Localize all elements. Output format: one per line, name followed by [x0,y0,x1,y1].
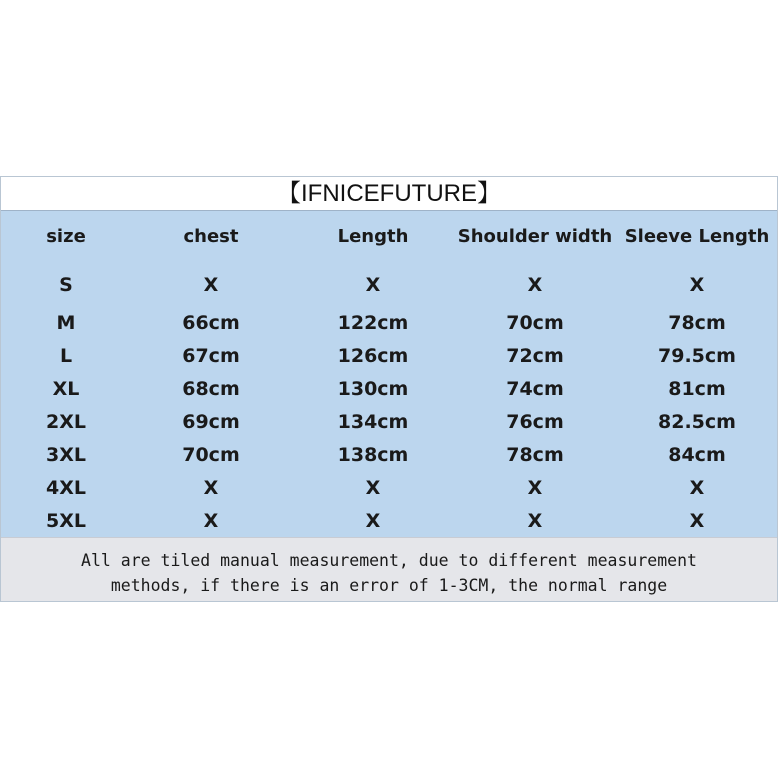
header-shoulder-width: Shoulder width [457,226,613,247]
length-cell: 138cm [337,444,409,466]
header-chest: chest [183,226,239,247]
length-cell: X [365,477,381,499]
measurement-note [1,537,777,601]
size-cell: M [56,312,76,334]
length-cell: 126cm [337,345,409,367]
shoulder-width-cell: X [527,510,543,532]
table-header-row [1,222,777,252]
length-cell: 130cm [337,378,409,400]
chest-cell: X [203,274,219,296]
shoulder-width-cell: X [527,477,543,499]
header-length: Length [337,226,409,247]
table-row [1,506,777,536]
size-cell: 3XL [46,444,86,466]
table-row [1,440,777,470]
size-chart [0,176,778,602]
sleeve-length-cell: 79.5cm [658,345,736,367]
note-line-1: All are tiled manual measurement, due to different measurement [81,551,697,570]
chest-cell: 66cm [182,312,240,334]
size-cell: S [59,274,73,296]
chest-cell: 69cm [182,411,240,433]
header-sleeve-length: Sleeve Length [624,226,770,247]
table-row [1,270,777,300]
length-cell: 134cm [337,411,409,433]
length-cell: X [365,274,381,296]
header-size: size [46,226,86,247]
size-cell: L [59,345,73,367]
sleeve-length-cell: 84cm [668,444,726,466]
chest-cell: X [203,510,219,532]
table-row [1,407,777,437]
table-row [1,473,777,503]
table-row [1,308,777,338]
sleeve-length-cell: 78cm [668,312,726,334]
size-table [1,211,777,537]
chest-cell: 68cm [182,378,240,400]
table-row [1,374,777,404]
length-cell: X [365,510,381,532]
shoulder-width-cell: X [527,274,543,296]
sleeve-length-cell: X [689,477,705,499]
size-cell: 5XL [46,510,86,532]
sleeve-length-cell: 81cm [668,378,726,400]
shoulder-width-cell: 74cm [506,378,564,400]
chest-cell: X [203,477,219,499]
shoulder-width-cell: 76cm [506,411,564,433]
size-cell: XL [52,378,80,400]
size-cell: 2XL [46,411,86,433]
chest-cell: 70cm [182,444,240,466]
table-row [1,341,777,371]
chest-cell: 67cm [182,345,240,367]
shoulder-width-cell: 72cm [506,345,564,367]
sleeve-length-cell: 82.5cm [658,411,736,433]
length-cell: 122cm [337,312,409,334]
shoulder-width-cell: 70cm [506,312,564,334]
sleeve-length-cell: X [689,510,705,532]
sleeve-length-cell: X [689,274,705,296]
note-line-2: methods, if there is an error of 1-3CM, the normal range [110,576,668,595]
shoulder-width-cell: 78cm [506,444,564,466]
brand-title: 【IFNICEFUTURE】 [1,177,777,211]
size-cell: 4XL [46,477,86,499]
